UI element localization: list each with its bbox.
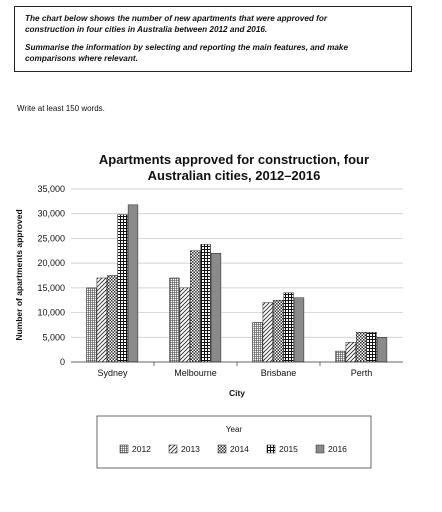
- bar-sydney-2015: [118, 215, 128, 362]
- bar-melbourne-2012: [170, 278, 180, 362]
- x-tick-label: Sydney: [97, 368, 128, 378]
- x-tick-label: Melbourne: [174, 368, 217, 378]
- legend-label-2015: 2015: [279, 444, 298, 454]
- legend-title: Year: [225, 425, 243, 434]
- legend-swatch-2015: [267, 445, 275, 453]
- y-tick-label: 0: [59, 357, 65, 367]
- bar-brisbane-2016: [294, 298, 304, 362]
- legend-swatch-2016: [316, 445, 324, 453]
- summary-line-1: Summarise the information by selecting and reporting the main features, and make: [25, 43, 349, 52]
- y-tick-label: 15,000: [37, 282, 65, 293]
- legend-label-2014: 2014: [230, 444, 249, 454]
- bar-perth-2012: [336, 351, 346, 362]
- prompt-line-2: construction in four cities in Australia between 2012 and 2016.: [25, 24, 268, 34]
- bar-brisbane-2015: [284, 293, 294, 362]
- prompt-line-1: The chart below shows the number of new apartments that were approved for: [25, 14, 328, 23]
- summary-line-2: comparisons where relevant.: [25, 53, 138, 63]
- bar-sydney-2013: [97, 278, 107, 362]
- chart-title-line-2: Australian cities, 2012–2016: [147, 168, 321, 183]
- y-tick-label: 10,000: [37, 307, 65, 318]
- legend-swatch-2014: [218, 445, 226, 453]
- y-axis-ticks: [37, 184, 65, 367]
- bar-perth-2016: [377, 337, 387, 362]
- legend-label-2016: 2016: [328, 444, 347, 454]
- bar-brisbane-2012: [253, 322, 263, 362]
- y-tick-label: 20,000: [37, 258, 65, 269]
- bar-perth-2015: [367, 332, 377, 362]
- bar-perth-2014: [356, 332, 366, 362]
- legend-swatch-2013: [169, 445, 177, 453]
- y-tick-label: 30,000: [37, 208, 65, 219]
- x-tick-label: Brisbane: [260, 368, 297, 378]
- x-axis-ticks: [97, 362, 372, 378]
- bar-brisbane-2013: [263, 303, 273, 362]
- x-axis-label: City: [228, 388, 246, 398]
- y-axis-label: Number of apartments approved: [14, 209, 24, 341]
- bars: [87, 205, 387, 362]
- bar-melbourne-2014: [190, 251, 200, 362]
- legend-swatch-2012: [120, 445, 128, 453]
- bar-sydney-2016: [128, 205, 138, 362]
- bar-melbourne-2016: [211, 253, 221, 362]
- legend-box: [97, 416, 371, 468]
- word-count-instruction: Write at least 150 words.: [17, 104, 105, 113]
- x-tick-label: Perth: [350, 368, 373, 378]
- bar-sydney-2012: [87, 288, 97, 362]
- legend-label-2013: 2013: [181, 444, 200, 454]
- bar-perth-2013: [346, 342, 356, 362]
- bar-sydney-2014: [107, 276, 117, 363]
- bar-melbourne-2015: [201, 244, 211, 362]
- bar-brisbane-2014: [273, 300, 283, 362]
- chart-title-line-1: Apartments approved for construction, four: [98, 152, 370, 167]
- y-tick-label: 25,000: [37, 233, 65, 244]
- bar-melbourne-2013: [180, 288, 190, 362]
- y-tick-label: 35,000: [37, 184, 65, 194]
- legend-label-2012: 2012: [132, 444, 151, 454]
- y-tick-label: 5,000: [42, 332, 65, 343]
